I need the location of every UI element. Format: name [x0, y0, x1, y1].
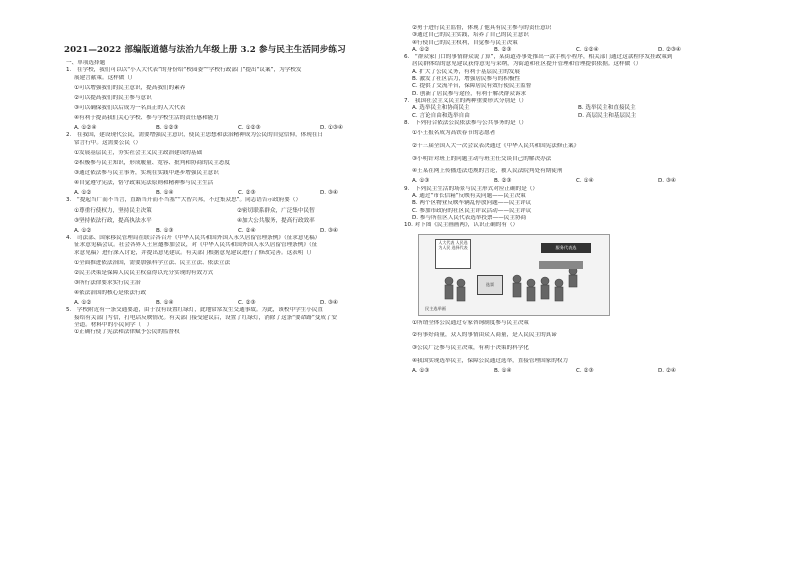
option-text: ④加大公共服务，提高行政效率 — [237, 217, 315, 224]
question-1 — [66, 67, 400, 132]
option-text[interactable]: B. 选举民主和直接民主 — [578, 105, 636, 112]
question-stem: 征求意见稿会议。社会各界人士应邀参加会议，对《中华人民共和国外国人永久居留管理条例》（征 — [74, 242, 318, 249]
section-heading: 一、单项选择题 — [66, 60, 106, 66]
left-column — [66, 60, 400, 337]
choice-a[interactable]: A. ①③ — [412, 178, 430, 185]
question-stem: 接给有关部门写信，打电话反映情况。有关部门接受建议后，设置了红绿灯，消除了这条“要命路”变成了安 — [74, 314, 338, 321]
question-stem: 9. 下列民主生活的场景与民主形式对应正确的是（） — [404, 185, 538, 192]
question-stem: 5. 学校附近有一条交通要道，由于没有设置红绿灯，此地常常发生交通事故。为此，该校中学生小民直 — [66, 307, 324, 314]
option-text: ①正确行使了宪法和法律赋予公民的监督权 — [74, 329, 180, 336]
question-stem: 展建言献策。这样做（） — [74, 74, 136, 81]
choice-c[interactable]: C. ①②④ — [576, 46, 599, 53]
question-stem: 全道。材料中的小民同学（ ） — [74, 321, 153, 328]
question-stem: 7. 我国社会主义民主的两种重要形式分别是（） — [404, 97, 527, 104]
choice-d[interactable]: D. ①③④ — [320, 125, 343, 132]
answer-choices — [66, 125, 400, 132]
question-stem: 居民群体结的意见建议获得意见与采纳，为街道和社区提升管理和管理提供依据。这样做（） — [412, 61, 642, 68]
option-text: ④王某在网上传播违法违规的言论，被人民法院判处有期徒刑 — [412, 168, 563, 175]
question-stem: 3. “提起当广而不当言，直路当开而不当塞”“大智兴邦，不过集众思”。同志语告示政府要（） — [66, 197, 302, 204]
choice-b[interactable]: B. ①③ — [156, 227, 174, 234]
choice-d[interactable]: D. ③④ — [320, 300, 338, 307]
option-text[interactable]: B. 激发了社区活力，增强居民参与的积极性 — [412, 76, 521, 83]
question-5 — [66, 307, 400, 336]
option-text: ①小王报名成为高铁春节的志愿者 — [412, 129, 496, 136]
option-text: ④我国实现选举民主，保障公民通过选举，直接管理国家的权力 — [412, 357, 569, 364]
option-row — [404, 113, 744, 120]
question-4 — [66, 235, 400, 307]
choice-a[interactable]: A. ①② — [412, 46, 430, 53]
choice-c[interactable]: C. ①②③ — [238, 125, 261, 132]
option-text[interactable]: A. 扩大了公民义务，有利于基层民主的发展 — [412, 68, 520, 75]
choice-c[interactable]: C. ①④ — [576, 178, 594, 185]
choice-a[interactable]: A. ①③ — [412, 368, 430, 374]
choice-a[interactable]: A. ①② — [74, 227, 92, 234]
option-text: ②积极参与民主知识，形成履量、宽容、批判和协商的民主态度 — [74, 159, 231, 166]
question-5-continued — [404, 25, 744, 54]
question-7 — [404, 98, 744, 120]
option-text: ②勇于进行民主监督，体现了他具有民主参与的责任意识 — [412, 25, 552, 31]
option-text[interactable]: D. 创新了居民参与途径，有利于解决群众诉求 — [412, 90, 527, 97]
option-text[interactable]: C. 参加市政府的社区民主评议活动——民主评议 — [412, 207, 532, 214]
option-text[interactable]: C. 提供了交流平台，保障居民有效行使民主监督 — [412, 83, 532, 90]
option-text: ④行使自己的民主权利，自觉参与民主决策 — [412, 39, 518, 46]
option-text: ④依法治国的核心是依法行政 — [74, 289, 147, 296]
answer-choices — [66, 190, 400, 197]
cartoon-caption: 民主选举画 — [425, 306, 446, 312]
option-text: ②十三届全国人大一次会议表决通过《中华人民共和国宪法修正案》 — [412, 142, 580, 149]
answer-choices — [404, 368, 744, 375]
option-text: ④有利于提高我们关心学校、参与学校生活的责任感和能力 — [74, 114, 219, 121]
option-text: ③通过依法参与民主事务，实现在实践中逐步增强民主意识 — [74, 169, 219, 176]
option-text: ③所行法律要求实行民主治 — [74, 279, 141, 286]
question-stem: 常言行中。这需要公民（） — [74, 139, 142, 146]
cartoon-sign: 人大代表 人民选 为人民 选择代表 — [435, 239, 471, 269]
option-row — [66, 218, 400, 225]
choice-b[interactable]: B. ②③ — [494, 178, 512, 185]
option-text: ②密切联系群众，广泛集中民智 — [237, 207, 315, 214]
choice-a[interactable]: A. ①② — [74, 300, 92, 307]
question-2 — [66, 132, 400, 197]
option-text: ③通过自己的民主实践，培养了自己的民主意识 — [412, 32, 529, 39]
choice-a[interactable]: A. ①②④ — [74, 125, 97, 132]
option-text[interactable]: A. 选举民主和协商民主 — [412, 105, 470, 112]
answer-choices — [404, 178, 744, 185]
choice-b[interactable]: B. ①④ — [156, 190, 174, 197]
option-text: ①发展基层民主，夯实社会主义民主政治建设的基础 — [74, 149, 203, 156]
choice-b[interactable]: B. ②③ — [494, 46, 512, 53]
question-stem: 10. 对下图《民主画画两》，认识正确的有（） — [404, 222, 519, 229]
question-stem: 4. 司法部、国家移民管理局在联合各召开《中华人民共和国外国人永久居留管理条例》（征求意见稿） — [66, 235, 321, 241]
choice-c[interactable]: C. ②③ — [576, 368, 594, 374]
option-text: ③小明针对班上的问题主动与班主任交谈自己的解决办法 — [412, 155, 552, 162]
choice-b[interactable]: B. ①④ — [494, 368, 512, 374]
choice-a[interactable]: A. ①② — [74, 190, 92, 197]
page-title: 2021—2022 部编版道德与法治九年级上册 3.2 参与民主生活同步练习 — [64, 45, 346, 55]
question-stem: 2. 在我国，建设现代公民，需要增强民主意识，使民主思想和法治精神成为公民的自觉信仰，体现在日 — [66, 132, 324, 139]
option-text: ①所谓全体公民通过专家咨询制度参与民主决策 — [412, 319, 529, 326]
option-text: ①全面推进依法治国，需要加强科学立法、民主立法、依法立法 — [74, 259, 231, 266]
option-row — [404, 105, 744, 112]
option-text[interactable]: A. 通过“市长信箱”反映有关问题——民主决策 — [412, 193, 526, 200]
choice-d[interactable]: D. ③④ — [320, 190, 338, 197]
choice-b[interactable]: B. ①④ — [156, 300, 174, 307]
question-8 — [404, 120, 744, 186]
question-3 — [66, 197, 400, 235]
answer-choices — [404, 47, 744, 54]
choice-d[interactable]: D. ②③④ — [658, 46, 681, 53]
choice-d[interactable]: D. ③④ — [658, 178, 676, 185]
option-text[interactable]: C. 言论自由和选举自由 — [412, 112, 470, 119]
option-text: ②可以提高我们的民主参与意识 — [74, 94, 152, 101]
question-10 — [404, 222, 744, 375]
ballot-box: 选票 — [477, 275, 503, 295]
question-stem: 6. “群众家门口的事情群众说了算”，某街道办事处推出一款手机小程序，相关部门通过这款程序发挂政策到 — [404, 54, 673, 61]
option-text: ①尊重行使权力，坚持民主决策 — [74, 207, 152, 214]
option-text[interactable]: D. 高层民主和基层民主 — [578, 112, 637, 119]
option-text: ③坚持依法行政，提高执法水平 — [74, 217, 152, 224]
question-6 — [404, 54, 744, 98]
option-row — [66, 208, 400, 215]
cartoon-board: 服务代表选 — [541, 243, 591, 253]
choice-c[interactable]: C. ②③ — [238, 190, 256, 197]
option-text: ③公民广泛参与民主决策，有利于决策的科学化 — [412, 345, 529, 352]
right-column — [404, 25, 744, 375]
option-text: ④自觉遵守宪法，恪守政策宪法原则和精神参与民主生活 — [74, 180, 214, 187]
option-text: ②民主决策是保障人民民主权益得以充分实现的有效方式 — [74, 269, 214, 276]
choice-c[interactable]: C. ②④ — [238, 227, 256, 234]
option-text[interactable]: B. 两个区物业反映车辆乱停放问题——民主评议 — [412, 200, 532, 207]
cartoon-illustration — [418, 234, 610, 316]
question-stem: 8. 下列符合依法公民依法参与公共事务的是（） — [404, 119, 527, 126]
option-text: ②有事好商量，众人的事情由众人商量，是人民民主的真谛 — [412, 332, 557, 339]
question-9 — [404, 186, 744, 222]
option-text: ①可以增强我们的民主意识，提高我们的素养 — [74, 84, 186, 91]
choice-b[interactable]: B. ①②③ — [156, 125, 179, 132]
answer-choices — [66, 228, 400, 235]
choice-d[interactable]: D. ③④ — [320, 227, 338, 234]
choice-c[interactable]: C. ②③ — [238, 300, 256, 307]
answer-choices — [66, 300, 400, 307]
choice-d[interactable]: D. ②④ — [658, 368, 676, 374]
question-stem: 求意见稿）进行深入讨论，并提出意见建议。有关部门根据意见建议进行了修改完善。这表明（） — [74, 249, 315, 256]
option-text[interactable]: D. 参与所在区人民代表选举投票——民主协商 — [412, 214, 527, 221]
option-text: ③可以确保我们以后成为一名真正的人大代表 — [74, 104, 186, 111]
question-stem: 1. 在学校，我们可以以“小人大代表”的身份给“校园委”“学校行政部门”提出“议案”，为学校发 — [66, 67, 302, 74]
